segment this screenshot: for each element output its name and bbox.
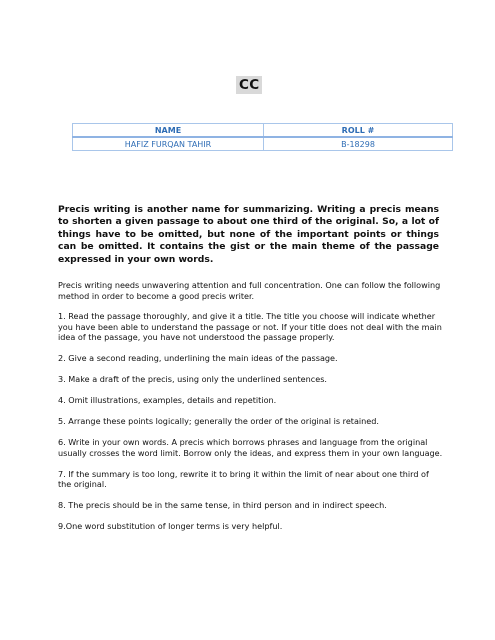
student-info-table (72, 123, 453, 151)
list-item: 4. Omit illustrations, examples, details and repetition. (58, 395, 277, 405)
student-name-cell: HAFIZ FURQAN TAHIR (73, 137, 264, 151)
table-header-row (73, 124, 453, 138)
steps-list (58, 311, 443, 532)
list-item: 1. Read the passage thoroughly, and give it a title. The title you choose will indicate whether you have been able to understand the passage or not. If your title does not deal with the main idea of the passage, you have not understood the passage properly. (58, 311, 442, 342)
list-item: 3. Make a draft of the precis, using only the underlined sentences. (58, 374, 327, 384)
method-section (58, 280, 443, 542)
list-item: 7. If the summary is too long, rewrite it to bring it within the limit of near about one third of the original. (58, 468, 429, 489)
list-item: 5. Arrange these points logically; generally the order of the original is retained. (58, 416, 379, 426)
list-item: 2. Give a second reading, underlining the main ideas of the passage. (58, 353, 338, 363)
document-heading: CC (236, 76, 262, 94)
roll-number-cell: B-18298 (264, 137, 453, 151)
table-row (73, 137, 453, 151)
intro-paragraph: Precis writing is another name for summarizing. Writing a precis means to shorten a given passage to about one third of the original. So, a lot of things have to be omitted, but none of the important points or things can be omitted. It contains the gist or the main theme of the passage expressed in your own words. (58, 204, 439, 265)
name-column-header: NAME (73, 124, 264, 138)
roll-column-header: ROLL # (264, 124, 453, 138)
list-item: 8. The precis should be in the same tense, in third person and in indirect speech. (58, 500, 387, 510)
list-item: 9.One word substitution of longer terms is very helpful. (58, 521, 283, 531)
list-item: 6. Write in your own words. A precis which borrows phrases and language from the original usually crosses the word limit. Borrow only the ideas, and express them in your own language. (58, 437, 443, 458)
lead-paragraph: Precis writing needs unwavering attention and full concentration. One can follow the following method in order to become a good precis writer. (58, 280, 441, 301)
